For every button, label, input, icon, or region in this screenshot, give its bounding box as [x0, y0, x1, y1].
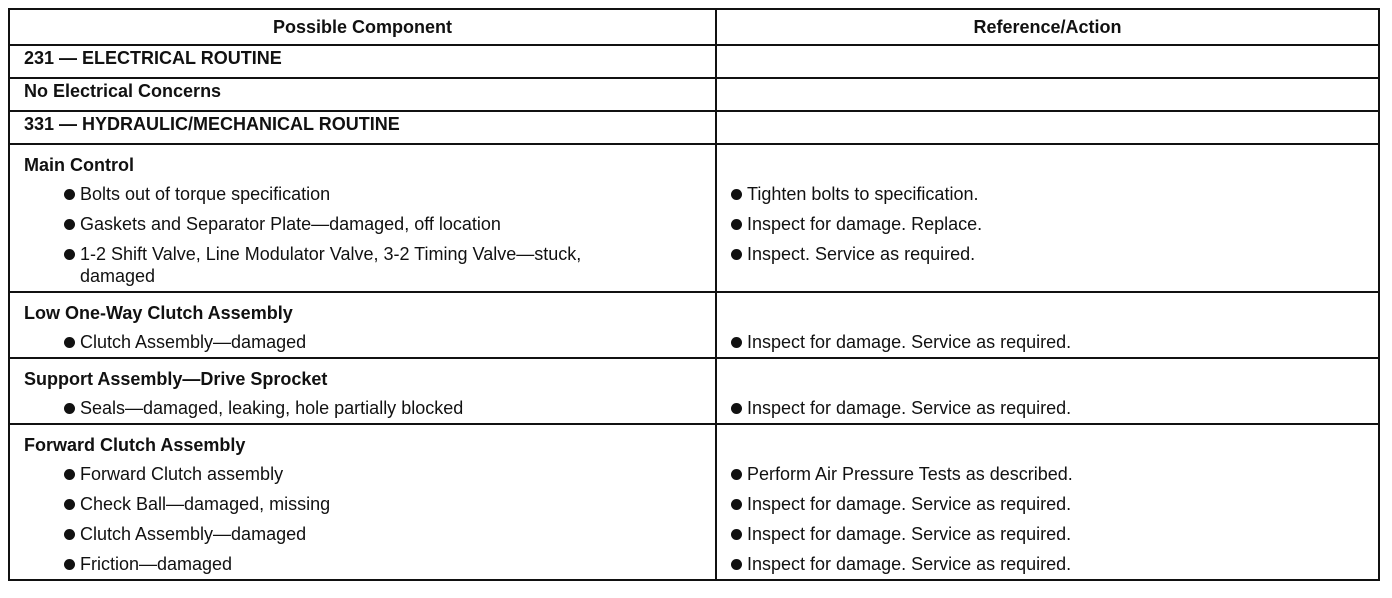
component-text: Clutch Assembly—damaged: [80, 524, 307, 544]
component-text: Clutch Assembly—damaged: [80, 332, 307, 352]
bullet-icon: [731, 189, 742, 200]
component-cell: [9, 78, 716, 111]
bullet-icon: [64, 189, 75, 200]
action-text: Inspect for damage. Service as required.: [747, 554, 1072, 574]
table-row: [9, 292, 1379, 358]
bullet-icon: [731, 249, 742, 260]
component-text: Forward Clutch assembly: [80, 464, 284, 484]
component-cell: [9, 358, 716, 424]
table-row: [9, 424, 1379, 580]
action-item: [731, 553, 1364, 575]
component-text: Bolts out of torque specification: [80, 184, 331, 204]
action-cell: [716, 358, 1379, 424]
component-cell: [9, 292, 716, 358]
action-cell: [716, 292, 1379, 358]
header-possible-component: Possible Component: [9, 9, 716, 45]
table-row: [9, 111, 1379, 144]
diagnosis-table: [8, 8, 1380, 581]
component-text: Check Ball—damaged, missing: [80, 494, 331, 514]
component-item: [24, 397, 701, 419]
action-text: Inspect. Service as required.: [747, 244, 976, 264]
component-item: [24, 553, 701, 575]
bullet-icon: [64, 529, 75, 540]
group-title: Low One-Way Clutch Assembly: [24, 303, 293, 323]
component-cell: [9, 111, 716, 144]
table-row: [9, 358, 1379, 424]
table-header-row: [9, 9, 1379, 45]
action-item: [731, 213, 1364, 235]
section-title-no-electrical: No Electrical Concerns: [24, 81, 222, 101]
action-item: [731, 183, 1364, 205]
bullet-icon: [64, 219, 75, 230]
action-item: [731, 397, 1364, 419]
component-item: [24, 243, 701, 287]
component-cell: [9, 144, 716, 292]
component-text: Friction—damaged: [80, 554, 233, 574]
action-text: Perform Air Pressure Tests as described.: [747, 464, 1073, 484]
component-item: [24, 523, 701, 545]
action-cell: [716, 45, 1379, 78]
component-item: [24, 463, 701, 485]
bullet-icon: [731, 219, 742, 230]
section-title-electrical: 231 — ELECTRICAL ROUTINE: [24, 48, 282, 68]
bullet-icon: [731, 529, 742, 540]
section-title-hydraulic: 331 — HYDRAULIC/MECHANICAL ROUTINE: [24, 114, 400, 134]
action-cell: [716, 111, 1379, 144]
component-cell: [9, 424, 716, 580]
bullet-icon: [64, 337, 75, 348]
component-text: Seals—damaged, leaking, hole partially blocked: [80, 398, 464, 418]
component-text: Gaskets and Separator Plate—damaged, off location: [80, 214, 501, 234]
action-item: [731, 523, 1364, 545]
bullet-icon: [731, 469, 742, 480]
action-item: [731, 463, 1364, 485]
bullet-icon: [64, 249, 75, 260]
component-cell: [9, 45, 716, 78]
bullet-icon: [64, 469, 75, 480]
bullet-icon: [731, 403, 742, 414]
action-text: Tighten bolts to specification.: [747, 184, 979, 204]
group-title: Support Assembly—Drive Sprocket: [24, 369, 328, 389]
action-text: Inspect for damage. Service as required.: [747, 332, 1072, 352]
bullet-icon: [731, 559, 742, 570]
action-cell: [716, 144, 1379, 292]
component-item: [24, 493, 701, 515]
bullet-icon: [64, 403, 75, 414]
action-cell: [716, 78, 1379, 111]
component-item: [24, 331, 701, 353]
action-item: [731, 243, 1364, 265]
table-row: [9, 78, 1379, 111]
table-row: [9, 45, 1379, 78]
group-title: Forward Clutch Assembly: [24, 435, 246, 455]
component-item: [24, 213, 701, 235]
component-text: 1-2 Shift Valve, Line Modulator Valve, 3-2 Timing Valve—stuck, damaged: [80, 244, 582, 286]
group-title: Main Control: [24, 155, 134, 175]
table-row: [9, 144, 1379, 292]
header-reference-action: Reference/Action: [716, 9, 1379, 45]
bullet-icon: [64, 499, 75, 510]
component-item: [24, 183, 701, 205]
bullet-icon: [64, 559, 75, 570]
bullet-icon: [731, 337, 742, 348]
action-text: Inspect for damage. Service as required.: [747, 494, 1072, 514]
action-text: Inspect for damage. Service as required.: [747, 524, 1072, 544]
action-text: Inspect for damage. Replace.: [747, 214, 983, 234]
bullet-icon: [731, 499, 742, 510]
action-item: [731, 493, 1364, 515]
action-text: Inspect for damage. Service as required.: [747, 398, 1072, 418]
action-cell: [716, 424, 1379, 580]
action-item: [731, 331, 1364, 353]
